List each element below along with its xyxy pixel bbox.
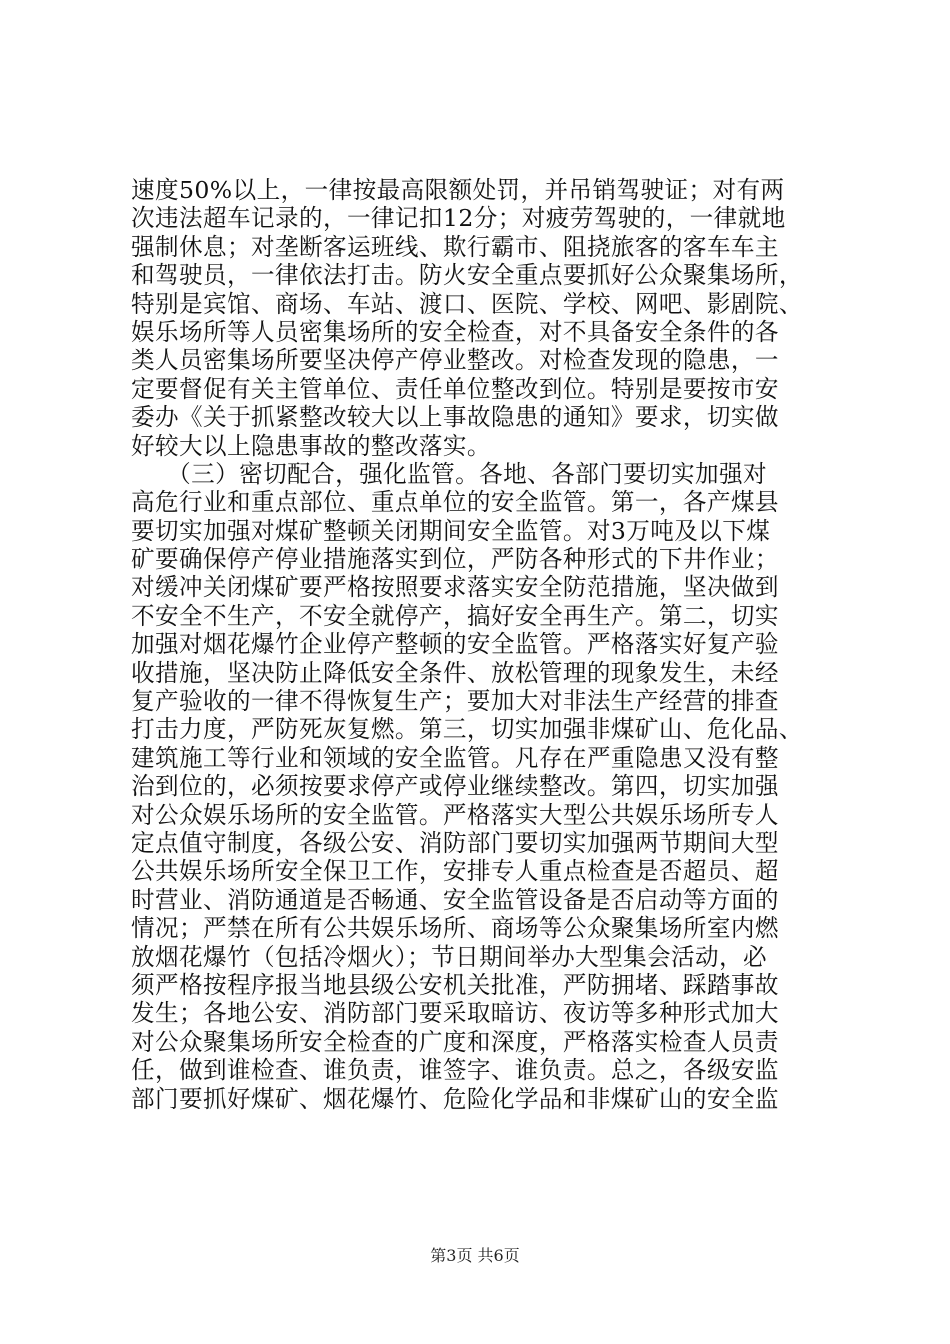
- text-line: 复产验收的一律不得恢复生产；要加大对非法生产经营的排查: [131, 687, 779, 716]
- text-line: 时营业、消防通道是否畅通、安全监管设备是否启动等方面的: [131, 885, 779, 914]
- text-line: 任，做到谁检查、谁负责，谁签字、谁负责。总之，各级安监: [131, 1056, 779, 1085]
- text-line: 加强对烟花爆竹企业停产整顿的安全监管。严格落实好复产验: [131, 630, 779, 659]
- text-line: 部门要抓好煤矿、烟花爆竹、危险化学品和非煤矿山的安全监: [131, 1084, 779, 1113]
- text-line: 对公众聚集场所安全检查的广度和深度，严格落实检查人员责: [131, 1027, 779, 1056]
- page-number-footer: 第3页 共6页: [430, 1246, 520, 1265]
- text-line: 不安全不生产，不安全就停产，搞好安全再生产。第二，切实: [131, 601, 779, 630]
- text-line: 须严格按程序报当地县级公安机关批准，严防拥堵、踩踏事故: [131, 970, 779, 999]
- text-line: 类人员密集场所要坚决停产停业整改。对检查发现的隐患，一: [131, 346, 779, 375]
- text-line: 矿要确保停产停业措施落实到位，严防各种形式的下井作业；: [131, 545, 779, 574]
- text-line: 特别是宾馆、商场、车站、渡口、医院、学校、网吧、影剧院、: [131, 289, 803, 318]
- text-line: 对公众娱乐场所的安全监管。严格落实大型公共娱乐场所专人: [131, 800, 779, 829]
- text-line: 娱乐场所等人员密集场所的安全检查，对不具备安全条件的各: [131, 317, 779, 346]
- text-line: 好较大以上隐患事故的整改落实。: [131, 431, 491, 460]
- text-line: 收措施，坚决防止降低安全条件、放松管理的现象发生，未经: [131, 658, 779, 687]
- text-line: 情况；严禁在所有公共娱乐场所、商场等公众聚集场所室内燃: [131, 914, 779, 943]
- text-line: 建筑施工等行业和领域的安全监管。凡存在严重隐患又没有整: [131, 743, 779, 772]
- text-line: 公共娱乐场所安全保卫工作，安排专人重点检查是否超员、超: [131, 857, 779, 886]
- text-line: 定点值守制度，各级公安、消防部门要切实加强两节期间大型: [131, 828, 779, 857]
- text-line: 打击力度，严防死灰复燃。第三，切实加强非煤矿山、危化品、: [131, 715, 803, 744]
- body-text: [131, 176, 831, 1113]
- text-line: 次违法超车记录的，一律记扣12分；对疲劳驾驶的，一律就地: [131, 204, 786, 233]
- text-line: 要切实加强对煤矿整顿关闭期间安全监管。对3万吨及以下煤: [131, 516, 771, 545]
- paragraph-heading-line: （三）密切配合，强化监管。各地、各部门要切实加强对: [131, 459, 768, 488]
- text-line: 对缓冲关闭煤矿要严格按照要求落实安全防范措施，坚决做到: [131, 573, 779, 602]
- text-line: 委办《关于抓紧整改较大以上事故隐患的通知》要求，切实做: [131, 403, 779, 432]
- text-line: 速度50%以上，一律按最高限额处罚，并吊销驾驶证；对有两: [131, 176, 785, 204]
- text-line: 高危行业和重点部位、重点单位的安全监管。第一，各产煤县: [131, 488, 779, 517]
- text-line: 发生；各地公安、消防部门要采取暗访、夜访等多种形式加大: [131, 999, 779, 1028]
- text-line: 定要督促有关主管单位、责任单位整改到位。特别是要按市安: [131, 374, 779, 403]
- text-line: 和驾驶员，一律依法打击。防火安全重点要抓好公众聚集场所，: [131, 261, 803, 290]
- text-line: 治到位的，必须按要求停产或停业继续整改。第四，切实加强: [131, 772, 779, 801]
- text-line: 强制休息；对垄断客运班线、欺行霸市、阻挠旅客的客车车主: [131, 232, 779, 261]
- text-line: 放烟花爆竹（包括冷烟火）；节日期间举办大型集会活动，必: [131, 942, 768, 971]
